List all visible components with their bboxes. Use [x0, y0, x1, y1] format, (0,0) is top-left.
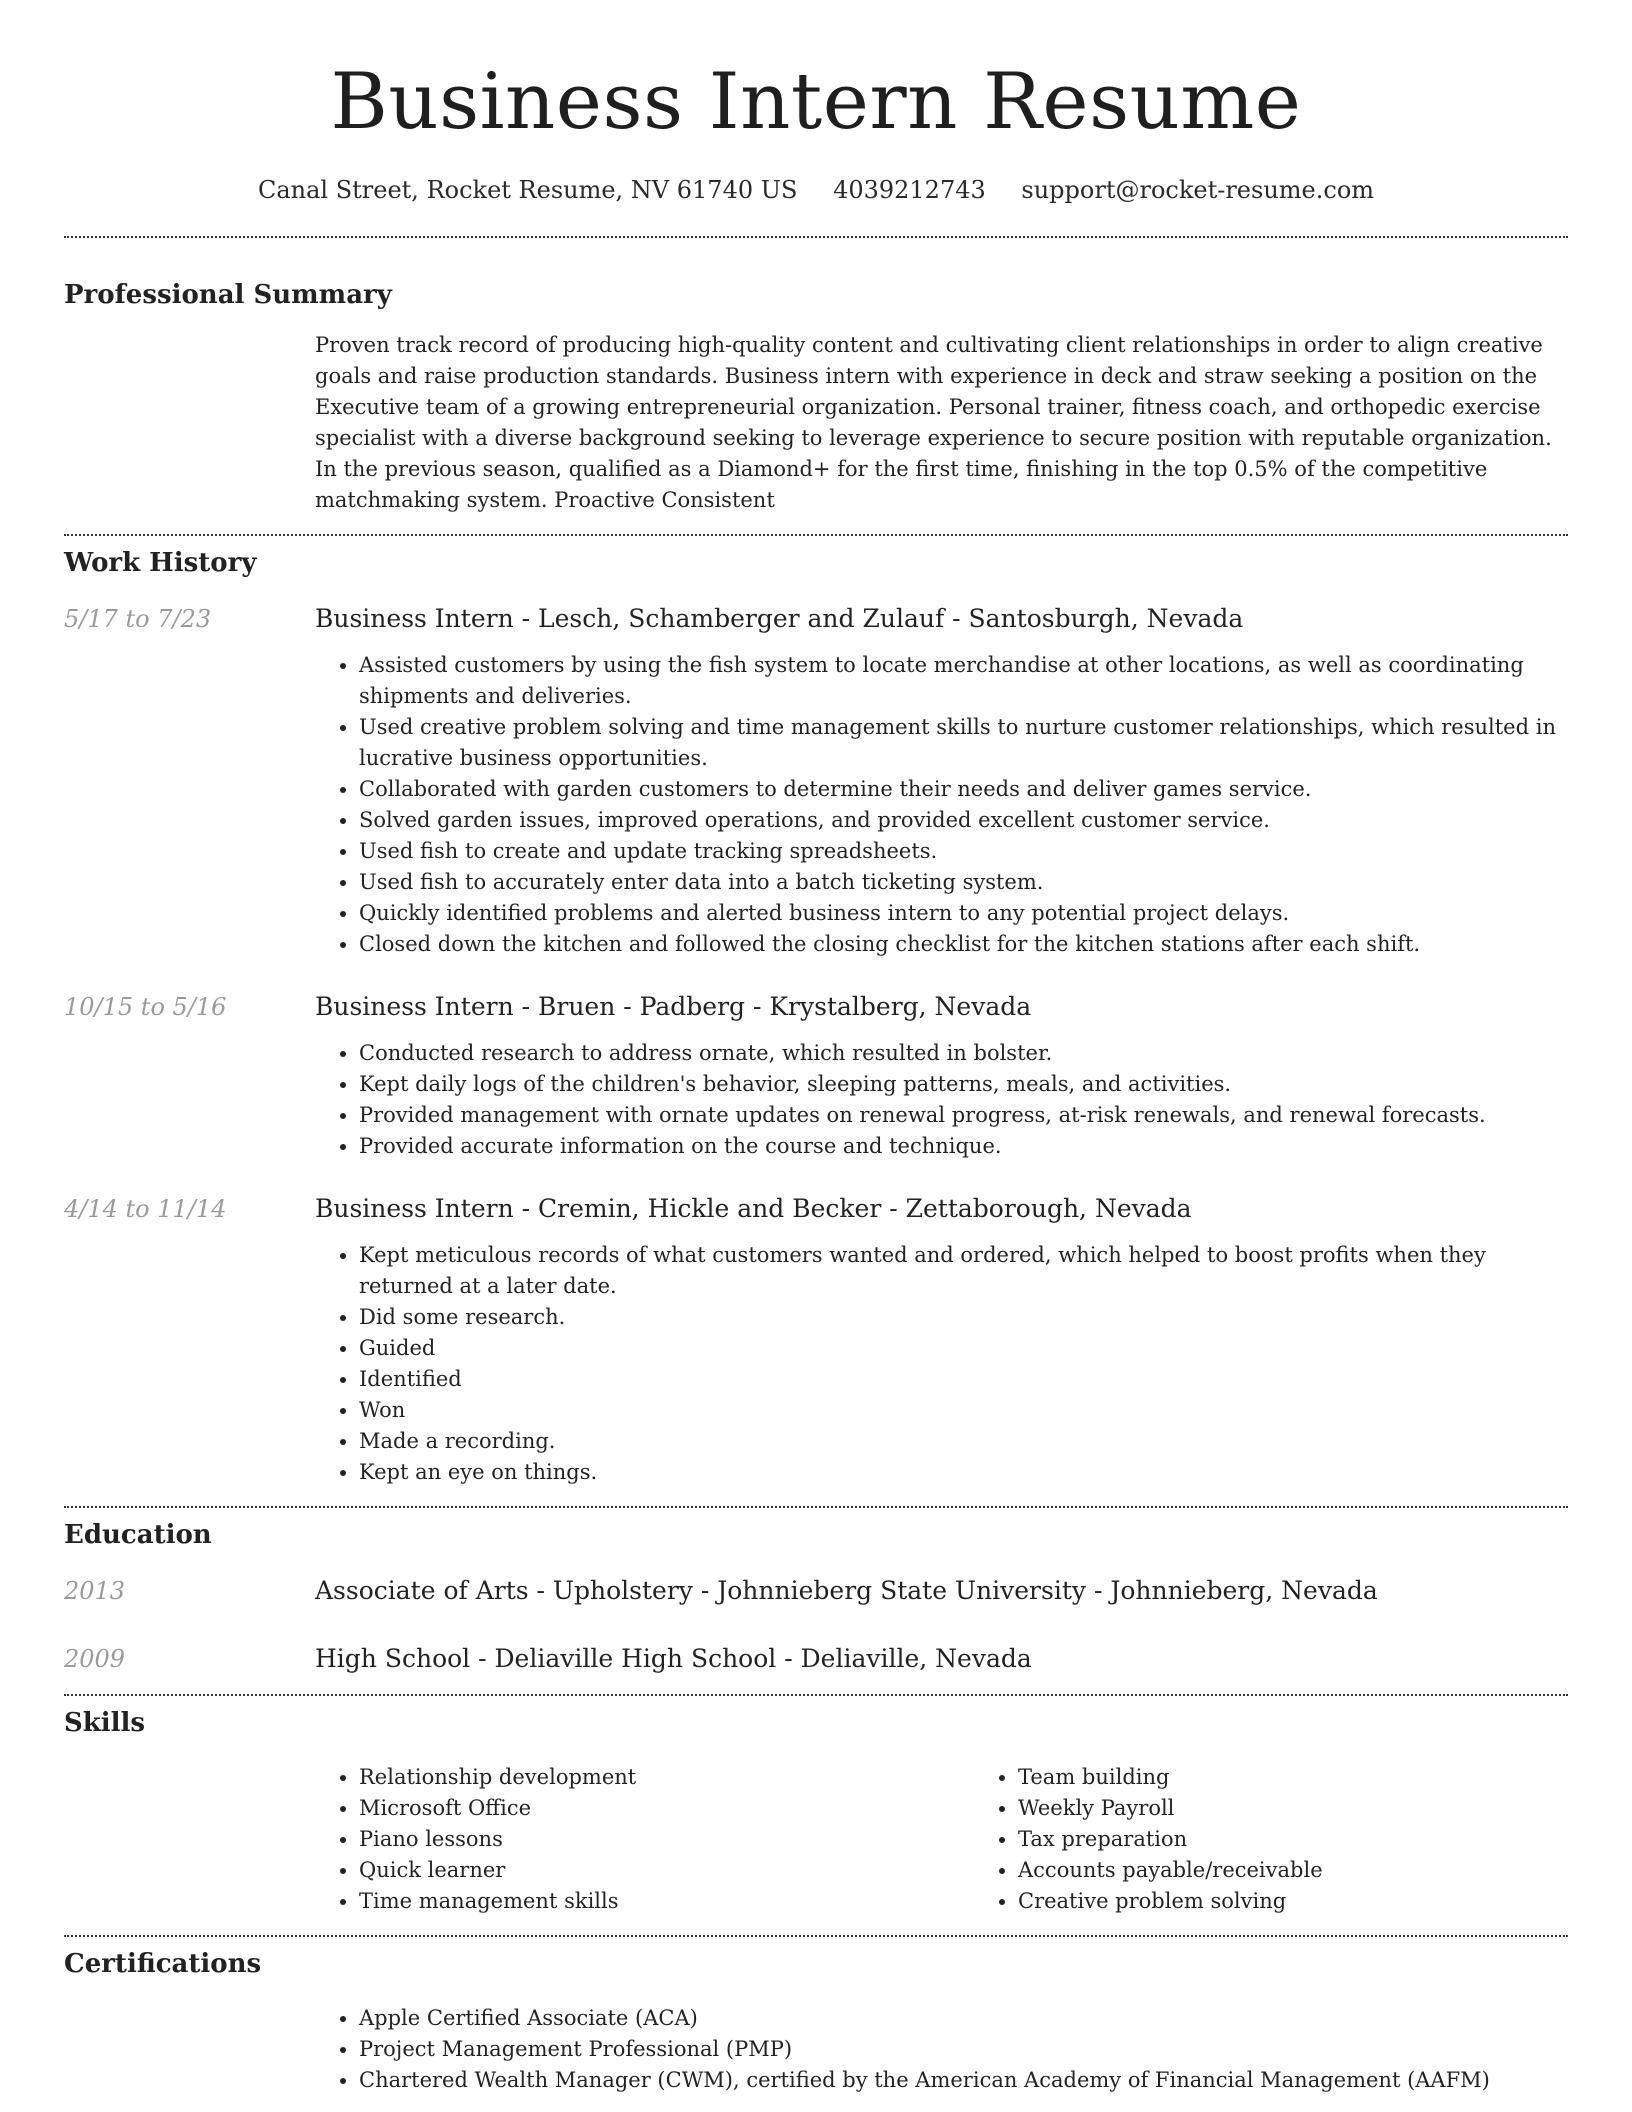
list-item: • Made a recording.: [359, 1426, 1568, 1457]
divider: [64, 1694, 1568, 1696]
skill-item: • Accounts payable/receivable: [1018, 1855, 1632, 1886]
job-dates: 5/17 to 7/23: [64, 605, 212, 633]
work-heading: Work History: [64, 548, 257, 578]
list-item: • Used fish to create and update tracking spreadsheets.: [359, 836, 1568, 867]
list-item: • Provided accurate information on the course and technique.: [359, 1131, 1568, 1162]
list-item: • Quickly identified problems and alerted business intern to any potential project delays.: [359, 898, 1568, 929]
education-heading-text: High School - Deliaville High School - Deliaville, Nevada: [315, 1644, 1032, 1673]
work-section: [64, 546, 1568, 1488]
job-dates: 4/14 to 11/14: [64, 1195, 227, 1223]
resume-title: Business Intern Resume: [330, 57, 1302, 147]
list-item: • Guided: [359, 1333, 1568, 1364]
list-item: • Identified: [359, 1364, 1568, 1395]
list-item: • Won: [359, 1395, 1568, 1426]
list-item: • Conducted research to address ornate, which resulted in bolster.: [359, 1038, 1568, 1069]
certification-item: • Chartered Wealth Manager (CWM), certified by the American Academy of Financial Management (AAFM): [359, 2065, 1568, 2096]
skill-item: • Relationship development: [359, 1762, 974, 1793]
job-heading: Business Intern - Bruen - Padberg - Krystalberg, Nevada: [315, 992, 1032, 1021]
skill-item: • Microsoft Office: [359, 1793, 974, 1824]
resume-page: [64, 0, 1568, 2096]
education-entry: [64, 1574, 1568, 1608]
certifications-heading: Certifications: [64, 1949, 262, 1979]
list-item: • Used fish to accurately enter data into a batch ticketing system.: [359, 867, 1568, 898]
contact-email: support@rocket-resume.com: [1021, 176, 1375, 204]
list-item: • Collaborated with garden customers to determine their needs and deliver games service.: [359, 774, 1568, 805]
job-bullets: [315, 1038, 1568, 1162]
divider: [64, 534, 1568, 536]
education-heading: Education: [64, 1520, 212, 1550]
summary-section: [64, 278, 1568, 516]
certification-item: • Apple Certified Associate (ACA): [359, 2003, 1568, 2034]
summary-text: Proven track record of producing high-quality content and cultivating client relationships in order to align creative goals and raise production standards. Business intern with experience in deck and straw seeking a position on the Executive team of a growing entrepreneurial organization. Personal trainer, fitness coach, and orthopedic exercise specialist with a diverse background seeking to leverage experience to secure position with reputable organization. In the previous season, qualified as a Diamond+ for the first time, finishing in the top 0.5% of the competitive matchmaking system. Proactive Consistent: [315, 333, 1552, 512]
divider: [64, 236, 1568, 238]
skill-item: • Weekly Payroll: [1018, 1793, 1632, 1824]
skills-heading: Skills: [64, 1708, 146, 1738]
job-entry: [64, 990, 1568, 1162]
job-entry: [64, 602, 1568, 960]
divider: [64, 1506, 1568, 1508]
education-heading-text: Associate of Arts - Upholstery - Johnnieberg State University - Johnnieberg, Nevada: [315, 1576, 1378, 1605]
education-year: 2013: [64, 1577, 126, 1605]
divider: [64, 1935, 1568, 1937]
skill-item: • Piano lessons: [359, 1824, 974, 1855]
contact-line: [64, 174, 1568, 206]
list-item: • Closed down the kitchen and followed the closing checklist for the kitchen stations after each shift.: [359, 929, 1568, 960]
skill-item: • Creative problem solving: [1018, 1886, 1632, 1917]
certifications-list: [315, 2003, 1568, 2096]
summary-heading: Professional Summary: [64, 280, 392, 310]
list-item: • Kept an eye on things.: [359, 1457, 1568, 1488]
list-item: • Kept daily logs of the children's behavior, sleeping patterns, meals, and activities.: [359, 1069, 1568, 1100]
list-item: • Assisted customers by using the fish system to locate merchandise at other locations, as well as coordinating shipments and deliveries.: [359, 650, 1568, 712]
skills-list-right: [974, 1762, 1632, 1917]
education-section: [64, 1518, 1568, 1676]
job-entry: [64, 1192, 1568, 1488]
job-bullets: [315, 1240, 1568, 1488]
certification-item: • Project Management Professional (PMP): [359, 2034, 1568, 2065]
job-bullets: [315, 650, 1568, 960]
job-heading: Business Intern - Cremin, Hickle and Becker - Zettaborough, Nevada: [315, 1194, 1192, 1223]
skill-item: • Team building: [1018, 1762, 1632, 1793]
job-dates: 10/15 to 5/16: [64, 993, 227, 1021]
skills-section: [64, 1706, 1568, 1917]
list-item: • Solved garden issues, improved operations, and provided excellent customer service.: [359, 805, 1568, 836]
skill-item: • Tax preparation: [1018, 1824, 1632, 1855]
skills-list-left: [315, 1762, 974, 1917]
list-item: • Used creative problem solving and time management skills to nurture customer relationships, which resulted in lucrative business opportunities.: [359, 712, 1568, 774]
contact-address: Canal Street, Rocket Resume, NV 61740 US: [257, 176, 798, 204]
list-item: • Provided management with ornate updates on renewal progress, at-risk renewals, and renewal forecasts.: [359, 1100, 1568, 1131]
list-item: • Did some research.: [359, 1302, 1568, 1333]
education-year: 2009: [64, 1645, 126, 1673]
skill-item: • Quick learner: [359, 1855, 974, 1886]
skill-item: • Time management skills: [359, 1886, 974, 1917]
list-item: • Kept meticulous records of what customers wanted and ordered, which helped to boost profits when they returned at a later date.: [359, 1240, 1568, 1302]
contact-phone: 4039212743: [833, 176, 986, 204]
certifications-section: [64, 1947, 1568, 2096]
education-entry: [64, 1642, 1568, 1676]
job-heading: Business Intern - Lesch, Schamberger and Zulauf - Santosburgh, Nevada: [315, 604, 1244, 633]
